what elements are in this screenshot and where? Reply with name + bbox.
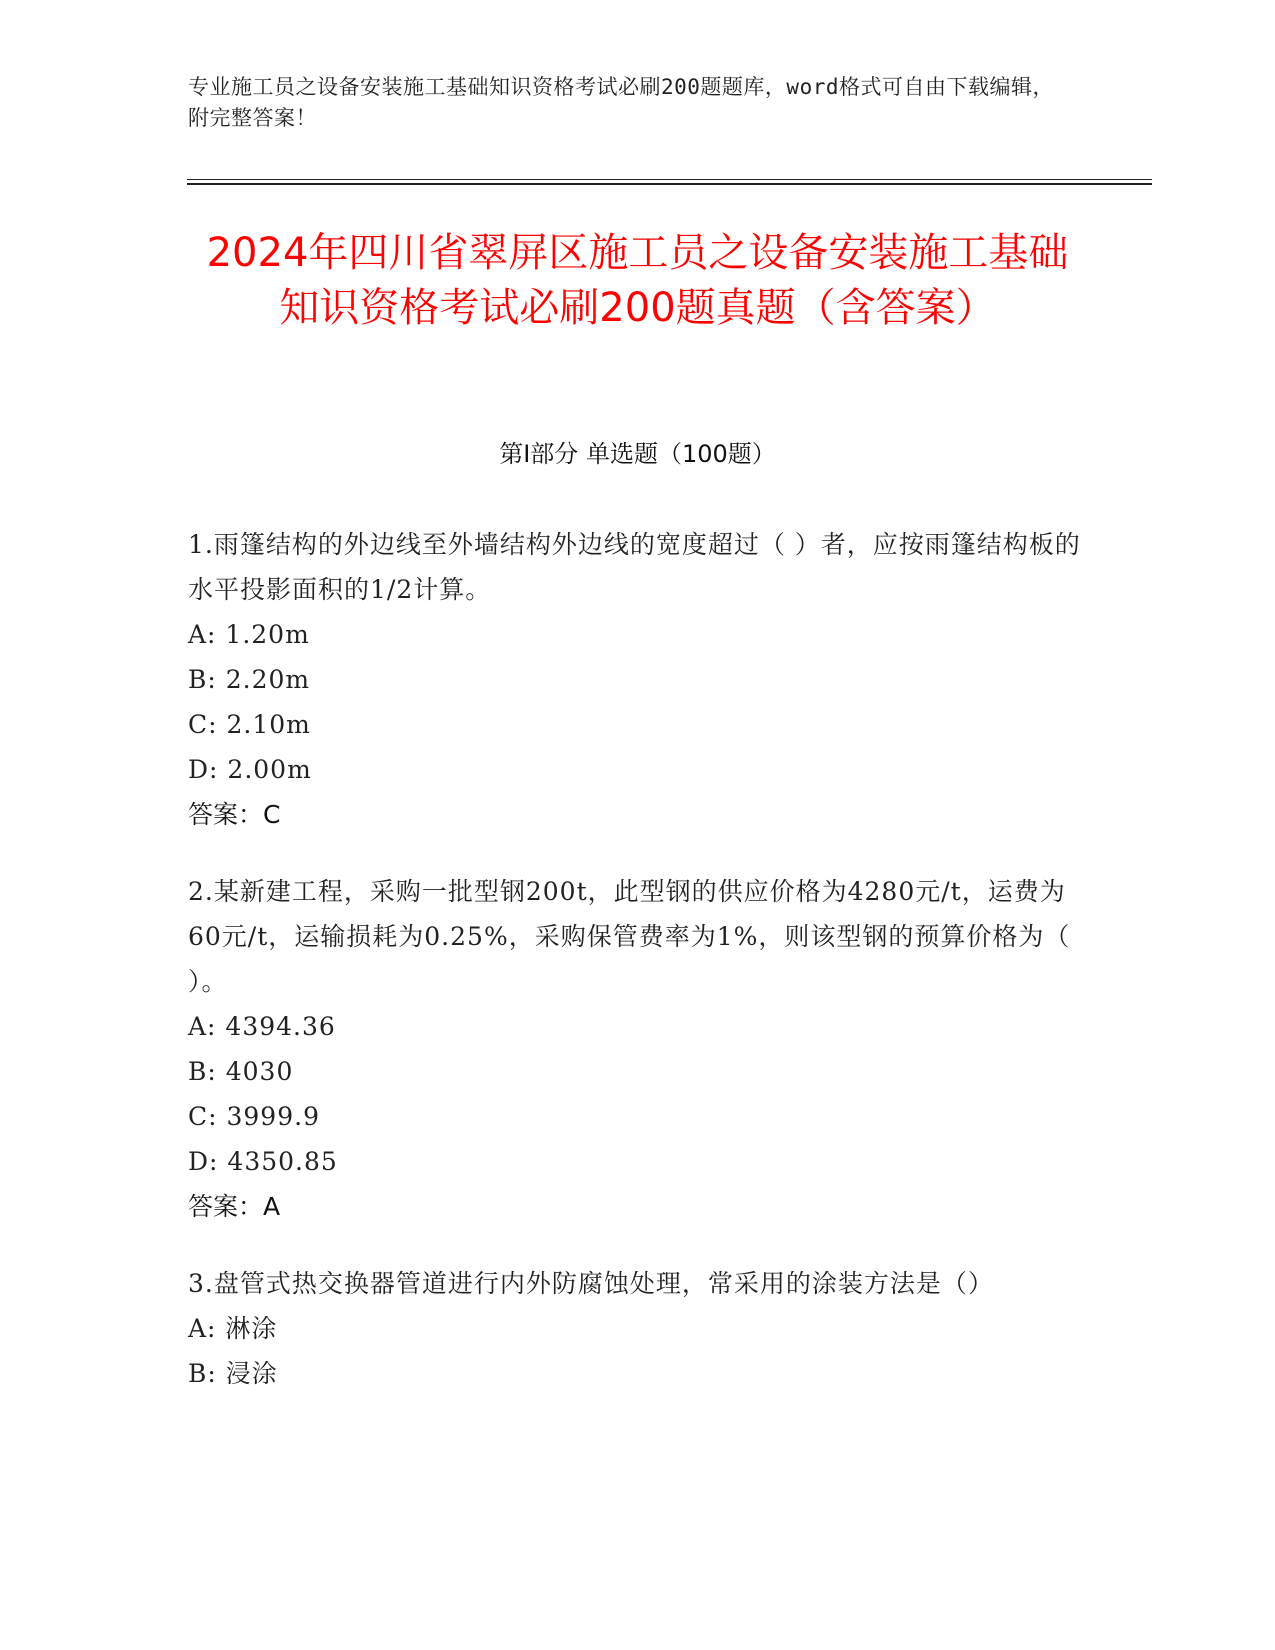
option-a: A: 1.20m [188,620,310,649]
question-3 [188,1261,1088,1396]
question-2 [188,869,1088,1229]
document-title: 2024年四川省翠屏区施工员之设备安装施工基础知识资格考试必刷200题真题（含答案） [206,230,1069,331]
question-stem: 1.雨篷结构的外边线至外墙结构外边线的宽度超过（ ）者，应按雨篷结构板的水平投影面积的1/2计算。 [188,530,1081,604]
question-stem: 3.盘管式热交换器管道进行内外防腐蚀处理，常采用的涂装方法是（） [188,1269,994,1298]
header-note: 专业施工员之设备安装施工基础知识资格考试必刷200题题库，word格式可自由下载编辑，附完整答案！ [188,75,1054,130]
option-b: B: 浸涂 [188,1359,278,1388]
option-a: A: 淋涂 [188,1314,278,1343]
question-stem: 2.某新建工程，采购一批型钢200t，此型钢的供应价格为4280元/t，运费为60元/t，运输损耗为0.25%，采购保管费率为1%，则该型钢的预算价格为（ ）。 [188,877,1071,996]
answer-line: 答案：A [188,1192,281,1221]
option-c: C: 3999.9 [188,1102,320,1131]
option-a: A: 4394.36 [188,1012,336,1041]
header-divider-thin [187,179,1152,180]
option-d: D: 2.00m [188,755,312,784]
option-d: D: 4350.85 [188,1147,338,1176]
option-b: B: 4030 [188,1057,294,1086]
section-heading: 第I部分 单选题（100题） [499,440,776,468]
answer-line: 答案：C [188,800,281,829]
question-list [188,522,1088,1428]
option-c: C: 2.10m [188,710,311,739]
header-divider-thick [187,183,1152,185]
question-1 [188,522,1088,837]
option-b: B: 2.20m [188,665,311,694]
